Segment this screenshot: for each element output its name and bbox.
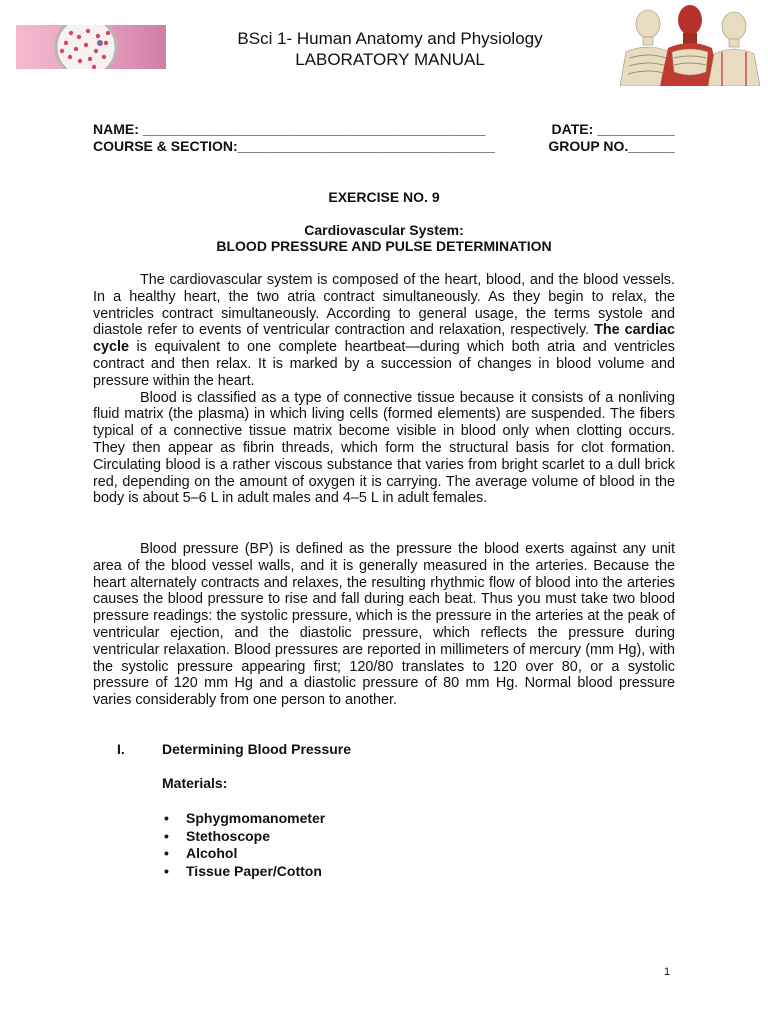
course-title: BSci 1- Human Anatomy and Physiology	[237, 29, 543, 48]
list-item: • Stethoscope	[162, 828, 325, 846]
intro-paragraphs	[93, 272, 675, 507]
p1-text-b: is equivalent to one complete heartbeat—during which both atria and ventricles contract and then relax. It is marked by a succession of changes in blood volume and pressure within the heart.	[93, 339, 675, 389]
header-title	[180, 28, 600, 70]
paragraph-blood: Blood is classified as a type of connective tissue because it consists of a nonliving fluid matrix (the plasma) in which living cells (formed elements) are suspended. The fibers typical of a connective tissue matrix become visible in blood only when clotting occurs. They then appear as fibrin threads, which form the structural basis for clot formation. Circulating blood is a rather viscous substance that varies from bright scarlet to a dull brick red, depending on the amount of oxygen it is carrying. The average volume of blood in the body is about 5–6 L in adult males and 4–5 L in adult females.	[93, 389, 675, 507]
anatomy-figures-image	[610, 2, 768, 86]
blood-cells-banner	[16, 25, 166, 69]
materials-label: Materials:	[162, 775, 228, 791]
manual-title: LABORATORY MANUAL	[295, 50, 485, 69]
list-item: • Alcohol	[162, 845, 325, 863]
paragraph-blood-pressure: Blood pressure (BP) is defined as the pressure the blood exerts against any unit area of the blood vessel walls, and it is generally measured in the arteries. Because the heart alternately contracts and relaxes, the resulting rhythmic flow of blood into the arteries causes the blood pressure to rise and fall during each beat. Thus you must take two blood pressure readings: the systolic pressure, which is the pressure in the arteries at the peak of ventricular ejection, and the diastolic pressure, which reflects the pressure during ventricular relaxation. Blood pressures are reported in millimeters of mercury (mm Hg), with the systolic pressure appearing first; 120/80 translates to 120 over 80, or a systolic pressure of 120 mm Hg and a diastolic pressure of 80 mm Hg. Normal blood pressure varies considerably from one person to another.	[93, 541, 675, 709]
exercise-title: BLOOD PRESSURE AND PULSE DETERMINATION	[216, 238, 552, 254]
page-number: 1	[664, 966, 671, 978]
exercise-subtitle: Cardiovascular System:	[304, 222, 464, 238]
group-number-field: GROUP NO.______	[548, 138, 675, 154]
student-info-fields	[93, 121, 675, 155]
course-section-field: COURSE & SECTION:_________________________________	[93, 138, 495, 154]
p1-text-a: The cardiovascular system is composed of the heart, blood, and the blood vessels. In a healthy heart, the two atria contract simultaneously. As they begin to relax, the ventricles contract simultaneously. According to general usage, the terms systole and diastole refer to events of ventricular contraction and relaxation, respectively.	[93, 272, 675, 339]
materials-list	[162, 810, 325, 880]
name-date-row	[93, 121, 675, 138]
section-number: I.	[117, 741, 125, 757]
list-item: • Tissue Paper/Cotton	[162, 863, 325, 881]
exercise-number: EXERCISE NO. 9	[328, 189, 440, 205]
paragraph-cardiovascular	[93, 272, 675, 390]
course-group-row	[93, 138, 675, 155]
section-title: Determining Blood Pressure	[162, 741, 352, 757]
list-item: • Sphygmomanometer	[162, 810, 325, 828]
p1-bold-term: The cardiac cycle	[93, 322, 675, 356]
name-field: NAME: ____________________________________________	[93, 121, 486, 137]
date-field: DATE: __________	[551, 121, 675, 137]
blood-pressure-paragraph-block	[93, 541, 675, 709]
page-header	[0, 0, 768, 95]
